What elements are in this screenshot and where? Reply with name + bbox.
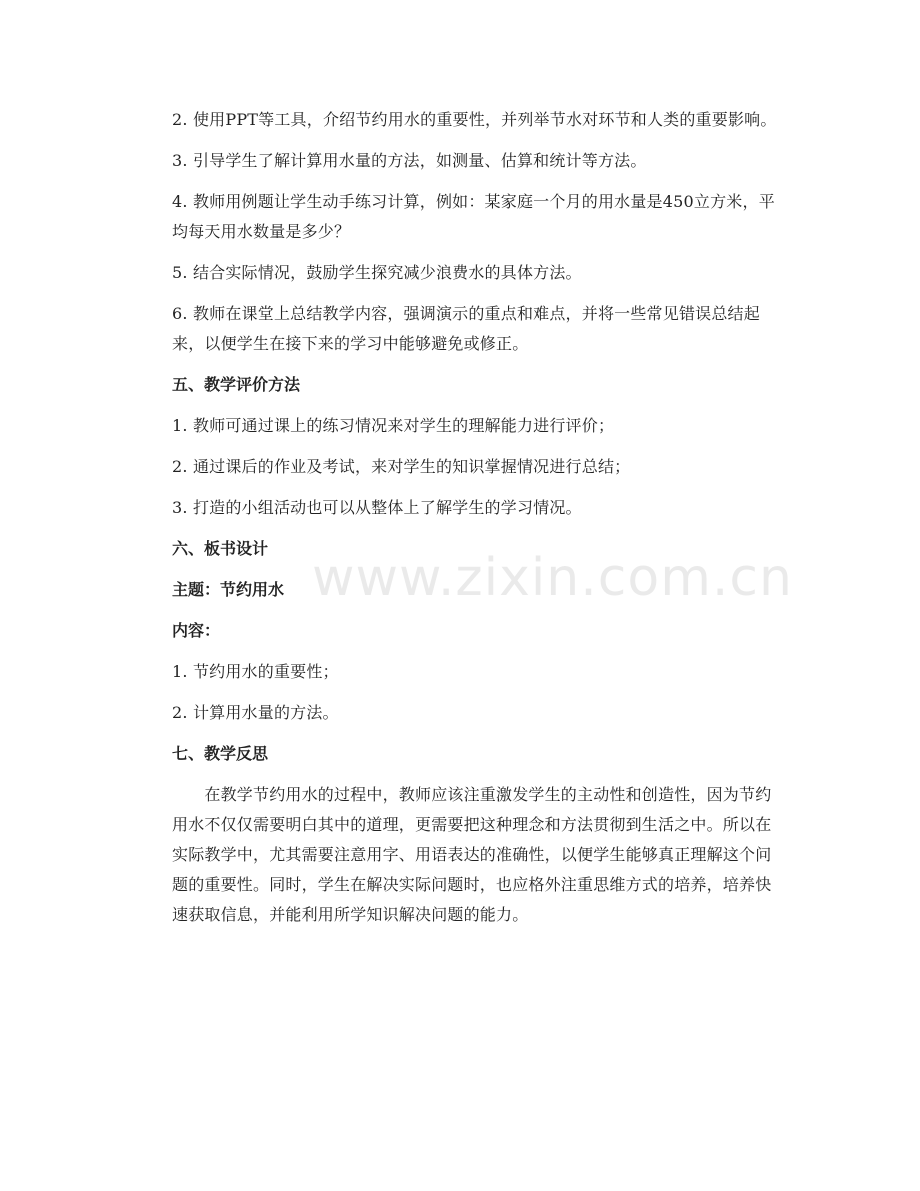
section-heading-reflection: 七、教学反思 [172,744,269,763]
board-content-label: 内容： [172,621,221,640]
step-3: 3. 引导学生了解计算用水量的方法，如测量、估算和统计等方法。 [172,151,647,170]
reflection-paragraph: 在教学节约用水的过程中，教师应该注重激发学生的主动性和创造性，因为节约用水不仅仅需要明白其中的道理，更需要把这种理念和方法贯彻到生活之中。所以在实际教学中，尤其需要注意用字、用语表达的准确性，以便学生能够真正理解这个问题的重要性。同时，学生在解决实际问题时，也应格外注重思维方式的培养，培养快速获取信息，并能利用所学知识解决问题的能力。 [172,785,772,924]
board-theme: 主题：节约用水 [172,580,285,599]
board-item-1: 1. 节约用水的重要性； [172,662,339,681]
watermark-text: www.zixin.com.cn [312,548,793,608]
evaluation-item-2: 2. 通过课后的作业及考试，来对学生的知识掌握情况进行总结； [172,457,631,476]
document-body [172,105,786,930]
step-6: 6. 教师在课堂上总结教学内容，强调演示的重点和难点，并将一些常见错误总结起来，以便学生在接下来的学习中能够避免或修正。 [172,304,760,353]
evaluation-item-3: 3. 打造的小组活动也可以从整体上了解学生的学习情况。 [172,498,582,517]
step-4: 4. 教师用例题让学生动手练习计算，例如：某家庭一个月的用水量是450立方米，平均每天用水数量是多少？ [172,192,775,241]
board-item-2: 2. 计算用水量的方法。 [172,703,339,722]
step-5: 5. 结合实际情况，鼓励学生探究减少浪费水的具体方法。 [172,263,582,282]
evaluation-item-1: 1. 教师可通过课上的练习情况来对学生的理解能力进行评价； [172,416,615,435]
step-2: 2. 使用PPT等工具，介绍节约用水的重要性，并列举节水对环节和人类的重要影响。 [172,110,777,129]
section-heading-evaluation: 五、教学评价方法 [172,375,301,394]
section-heading-board-design: 六、板书设计 [172,539,269,558]
